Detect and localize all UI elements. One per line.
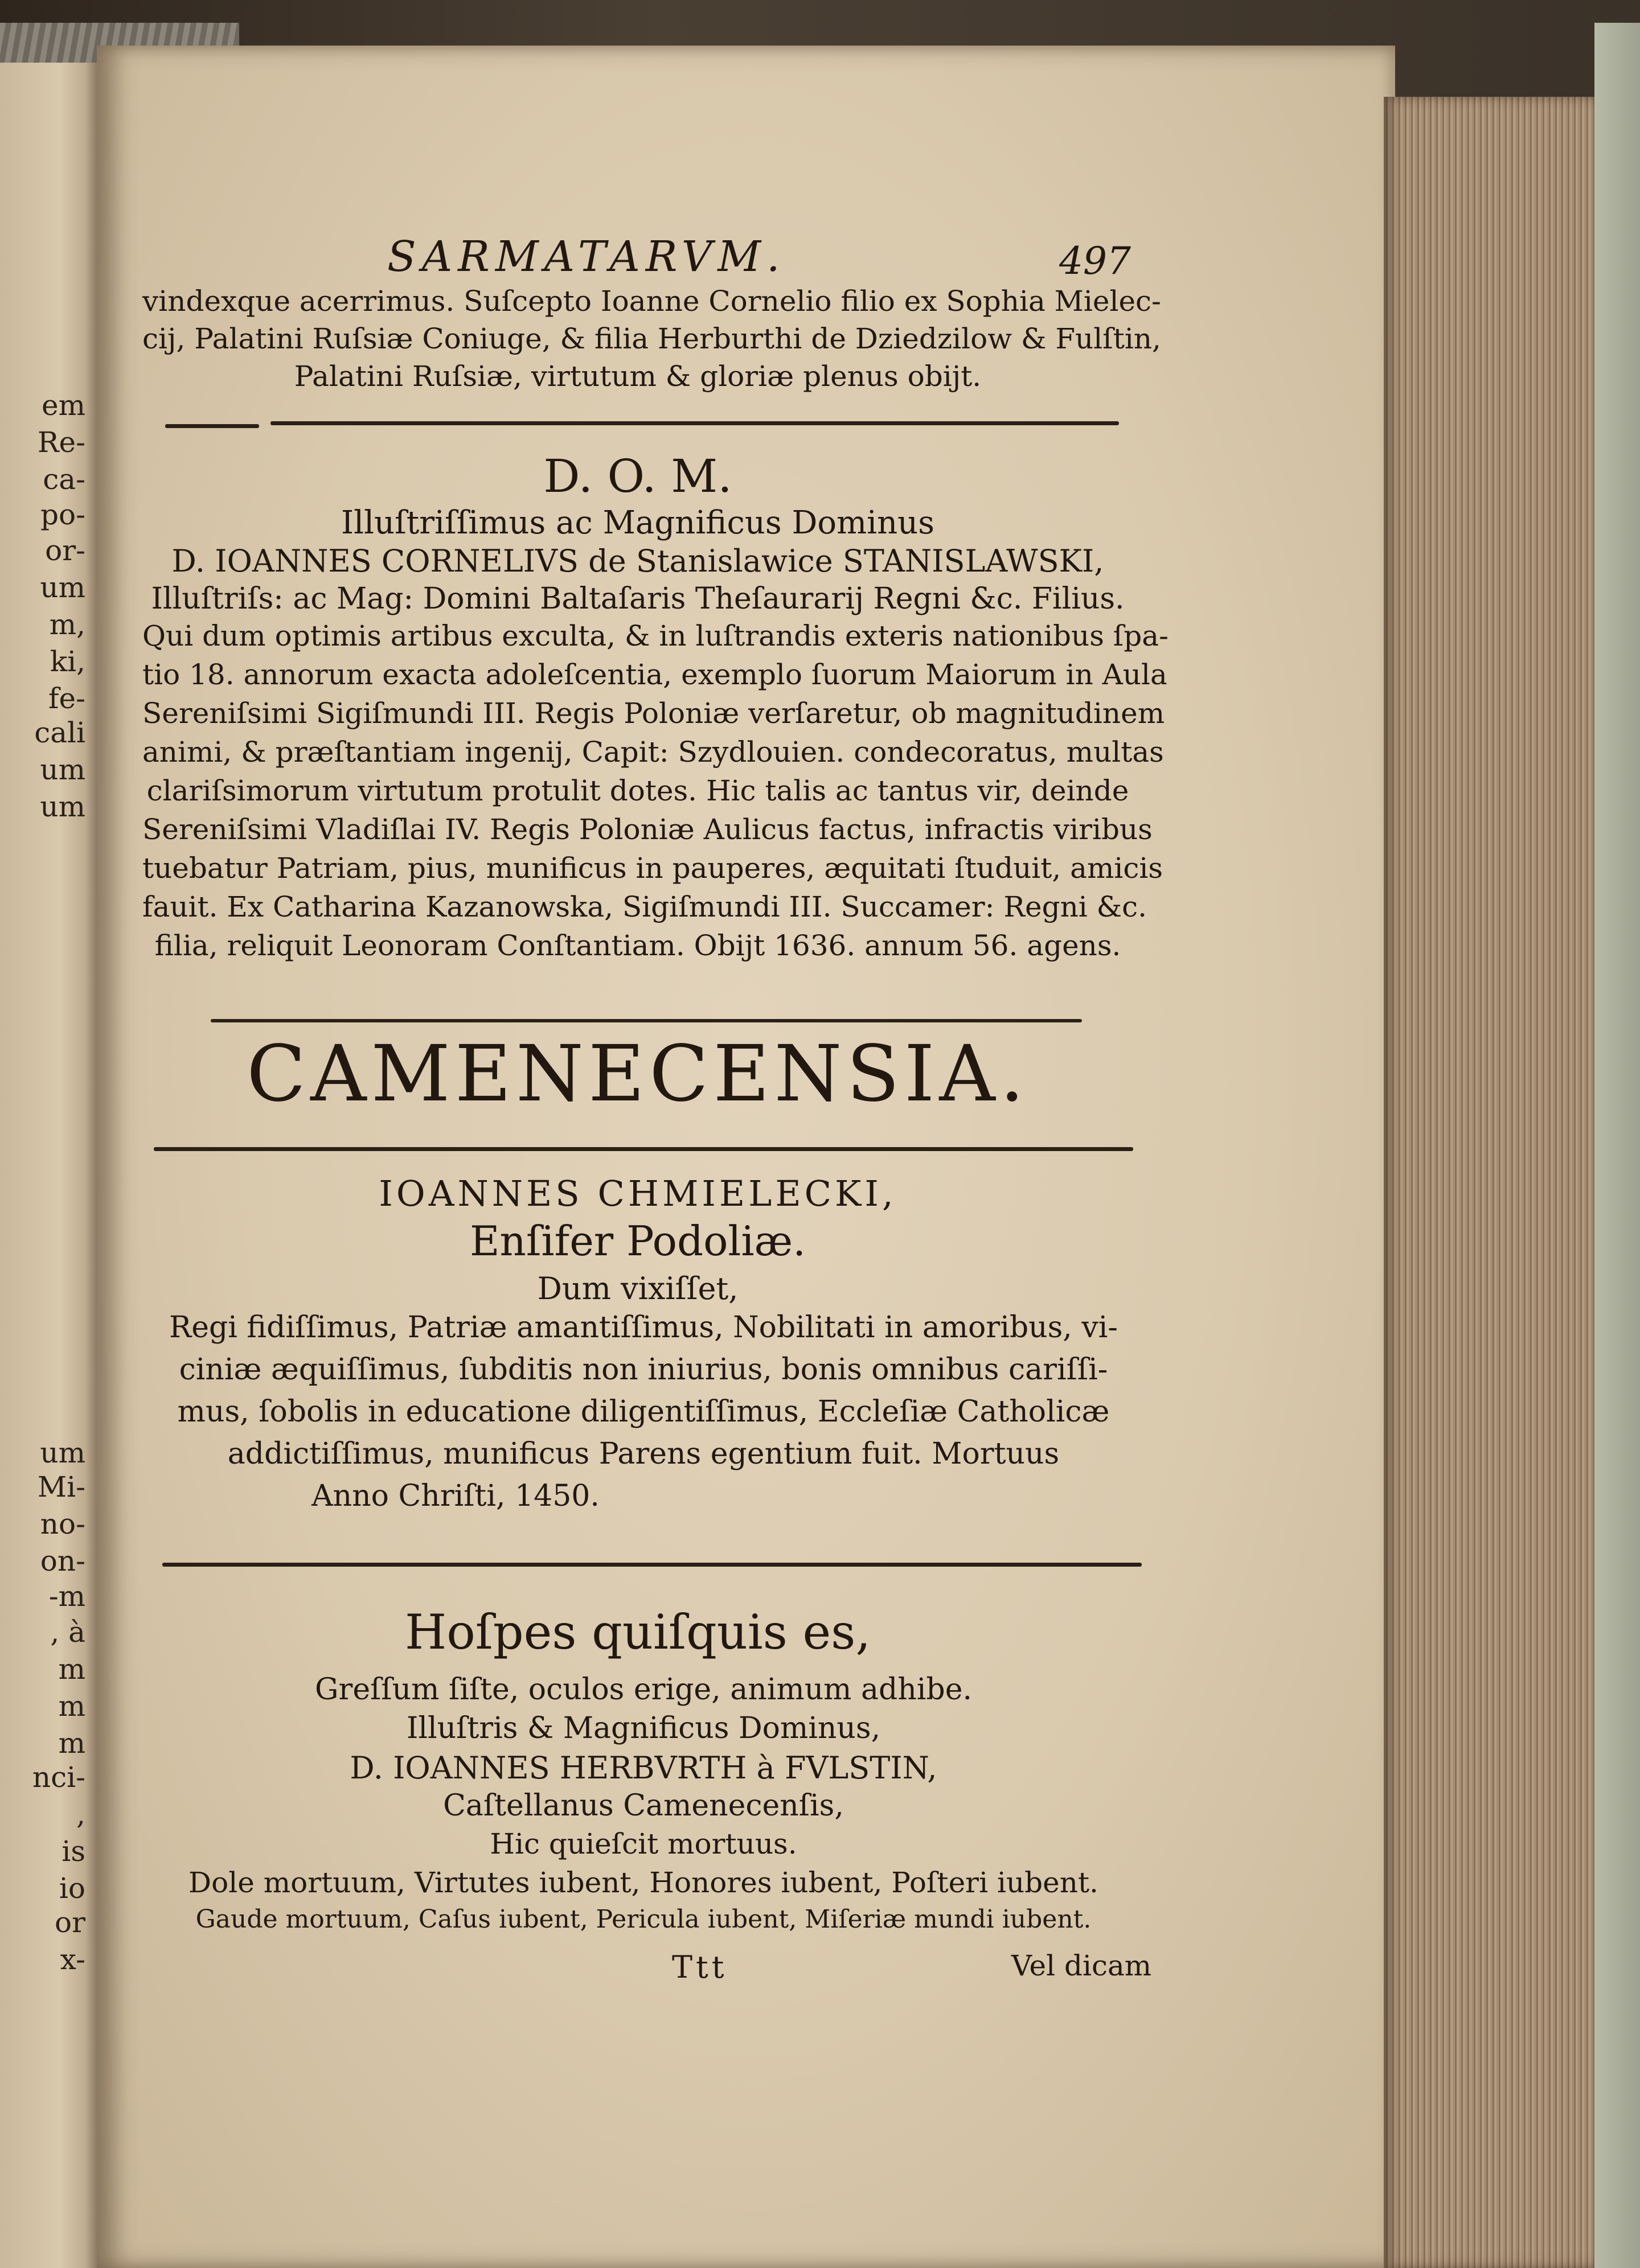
left-page-fragment: , <box>76 1798 85 1831</box>
epitaph-body-line: tio 18. annorum exacta adoleſcentia, exemplo ſuorum Maiorum in Aula <box>142 658 1167 691</box>
epitaph-body-line: Illuſtris & Magnificus Dominus, <box>406 1711 881 1745</box>
divider-rule <box>154 1147 1133 1151</box>
epitaph-body-line: D. IOANNES HERBVRTH à FVLSTIN, <box>350 1750 937 1786</box>
intro-line: cij, Palatini Ruſsiæ Coniuge, & filia Herburthi de Dziedzilow & Fulſtin, <box>142 322 1161 355</box>
epitaph-body-line: Gaude mortuum, Caſus iubent, Pericula iubent, Miſeriæ mundi iubent. <box>195 1905 1092 1934</box>
epitaph-body-line: animi, & præſtantiam ingenij, Capit: Szydlouien. condecoratus, multas <box>142 736 1164 769</box>
left-page-fragment: , à <box>50 1616 85 1649</box>
epitaph-name: IOANNES CHMIELECKI, <box>379 1173 897 1214</box>
epitaph-body-line: Greſſum ſiſte, oculos erige, animum adhibe. <box>314 1673 973 1707</box>
left-page-fragment: um <box>40 753 85 786</box>
epitaph-body-line: clariſsimorum virtutum protulit dotes. Hic talis ac tantus vir, deinde <box>146 774 1129 807</box>
left-page-fragment: um <box>40 1436 85 1469</box>
left-page-fragment: is <box>62 1835 85 1868</box>
left-page-fragment: -m <box>48 1580 85 1613</box>
epitaph-body-line: Caſtellanus Camenecenſis, <box>443 1789 844 1823</box>
epitaph-body-line: addictiſſimus, munificus Parens egentium fuit. Mortuus <box>227 1437 1060 1471</box>
left-page-fragment: um <box>40 790 85 823</box>
divider-rule <box>162 1563 1142 1567</box>
catchword: Vel dicam <box>1011 1949 1152 1982</box>
left-page-fragment: Mi- <box>37 1470 85 1503</box>
left-page-fragment: m <box>58 1690 85 1723</box>
book-cover-edge <box>1594 23 1640 2268</box>
epitaph-body-line: filia, reliquit Leonoram Conſtantiam. Obijt 1636. annum 56. agens. <box>154 929 1121 962</box>
epitaph-body-line: Regi fidiſſimus, Patriæ amantiſſimus, Nobilitati in amoribus, vi- <box>169 1310 1118 1345</box>
epitaph-body-line: Anno Chriſti, 1450. <box>311 1479 600 1513</box>
epitaph-body-line: fauit. Ex Catharina Kazanowska, Sigiſmundi III. Succamer: Regni &c. <box>142 890 1147 923</box>
section-heading-hospes: Hoſpes quiſquis es, <box>404 1604 871 1660</box>
epitaph-intro: Dum vixiſſet, <box>537 1271 739 1306</box>
divider-rule <box>270 421 1119 425</box>
left-page-fragment: po- <box>40 498 85 531</box>
epitaph-office: Enſifer Podoliæ. <box>469 1217 806 1265</box>
left-page-fragment: m <box>58 1727 85 1760</box>
epitaph-body-line: Hic quieſcit mortuus. <box>490 1827 797 1860</box>
epitaph-title-line: Illuſtriſſimus ac Magnificus Dominus <box>341 504 934 541</box>
epitaph-body-line: Qui dum optimis artibus exculta, & in luſtrandis exteris nationibus ſpa- <box>142 619 1169 652</box>
left-page-fragment: x- <box>60 1943 85 1976</box>
page-edges <box>1384 97 1623 2268</box>
left-page-fragment: ca- <box>43 463 85 496</box>
left-page-fragment: Re- <box>37 426 85 459</box>
left-page-fragment: ki, <box>50 645 85 678</box>
left-page-fragment: um <box>40 571 85 604</box>
left-page-fragment: or- <box>45 534 85 567</box>
page-number: 497 <box>1059 239 1131 283</box>
left-page-fragment: io <box>59 1872 85 1905</box>
section-heading-dom: D. O. M. <box>543 450 732 503</box>
epitaph-body-line: Sereniſsimi Vladiſlai IV. Regis Poloniæ Aulicus factus, infractis viribus <box>142 813 1153 846</box>
epitaph-body-line: Dole mortuum, Virtutes iubent, Honores iubent, Poſteri iubent. <box>188 1866 1098 1899</box>
divider-rule <box>211 1019 1082 1022</box>
left-page-fragment: m <box>58 1653 85 1686</box>
left-page-fragment: m, <box>49 608 85 641</box>
left-page-fragment: cali <box>34 716 85 749</box>
epitaph-body-line: mus, ſobolis in educatione diligentiſſimus, Eccleſiæ Catholicæ <box>177 1395 1110 1429</box>
left-page-fragment: or <box>54 1906 85 1939</box>
intro-line: vindexque acerrimus. Suſcepto Ioanne Cornelio filio ex Sophia Mielec- <box>142 285 1161 318</box>
divider-rule <box>165 424 259 428</box>
signature-mark: Ttt <box>672 1949 728 1985</box>
left-page-fragment: on- <box>40 1544 85 1577</box>
left-page-fragment: no- <box>40 1507 85 1540</box>
epitaph-name-line: D. IOANNES CORNELIVS de Stanislawice STANISLAWSKI, <box>171 543 1104 579</box>
left-page-fragment: em <box>41 389 85 422</box>
left-page-fragment: fe- <box>48 682 85 715</box>
left-page-fragment: nci- <box>32 1761 85 1794</box>
epitaph-body-line: ciniæ æquiſſimus, ſubditis non iniurius, bonis omnibus cariſſi- <box>179 1353 1108 1387</box>
section-heading-camenecensia: CAMENECENSIA. <box>247 1029 1029 1119</box>
epitaph-body-line: tuebatur Patriam, pius, munificus in pauperes, æquitati ſtuduit, amicis <box>142 852 1163 885</box>
intro-line: Palatini Ruſsiæ, virtutum & gloriæ plenus obijt. <box>294 360 982 393</box>
running-title: SARMATARVM. <box>387 232 786 281</box>
epitaph-title-line: Illuſtriſs: ac Mag: Domini Baltaſaris Theſaurarij Regni &c. Filius. <box>151 582 1125 616</box>
epitaph-body-line: Sereniſsimi Sigiſmundi III. Regis Poloniæ verſaretur, ob magnitudinem <box>142 697 1165 730</box>
